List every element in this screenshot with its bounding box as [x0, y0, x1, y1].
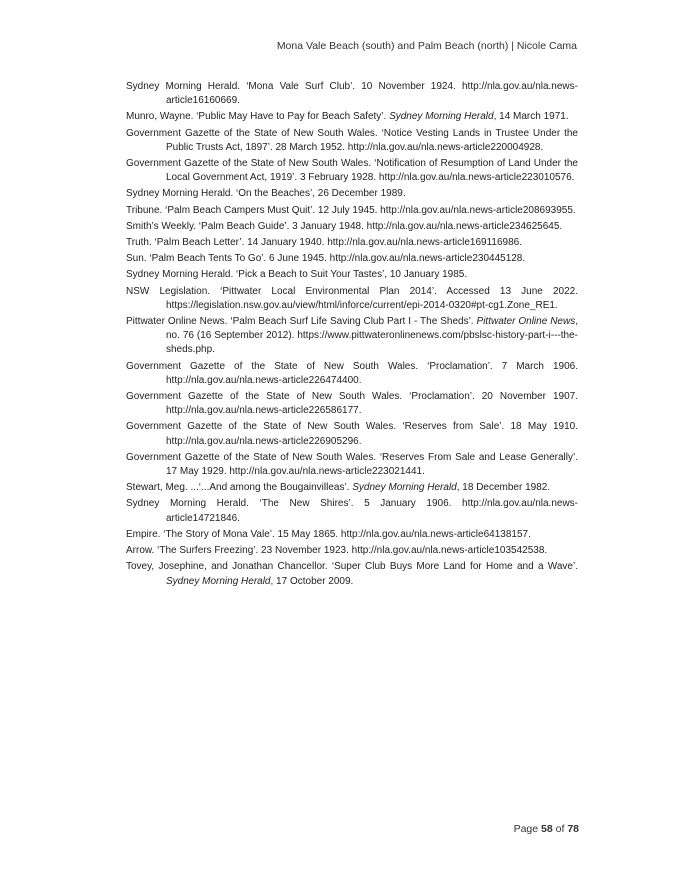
- reference-entry: Stewart, Meg. ...‘...And among the Bougainvilleas’. Sydney Morning Herald, 18 December 1982.: [126, 482, 551, 494]
- reference-entry: Sydney Morning Herald. ‘The New Shires’. 5 January 1906. http://nla.gov.au/nla.news-article14721846.: [126, 498, 578, 524]
- reference-entry: Empire. ‘The Story of Mona Vale’. 15 May 1865. http://nla.gov.au/nla.news-article64138157.: [126, 528, 531, 540]
- reference-entry: Arrow. ‘The Surfers Freezing’. 23 November 1923. http://nla.gov.au/nla.news-article103542538.: [126, 545, 548, 557]
- reference-entry: Sydney Morning Herald. ‘Pick a Beach to Suit Your Tastes’, 10 January 1985.: [126, 269, 468, 281]
- reference-entry: Tribune. ‘Palm Beach Campers Must Quit’. 12 July 1945. http://nla.gov.au/nla.news-article208693955.: [126, 204, 576, 216]
- reference-entry: Sun. ‘Palm Beach Tents To Go’. 6 June 1945. http://nla.gov.au/nla.news-article230445128.: [126, 253, 526, 265]
- reference-entry: Munro, Wayne. ‘Public May Have to Pay for Beach Safety’. Sydney Morning Herald, 14 March 1971.: [126, 111, 569, 123]
- reference-entry: Truth. ‘Palm Beach Letter’. 14 January 1940. http://nla.gov.au/nla.news-article169116986.: [126, 237, 522, 249]
- running-header: Mona Vale Beach (south) and Palm Beach (north) | Nicole Cama: [276, 40, 577, 52]
- reference-entry: Government Gazette of the State of New South Wales. ‘Proclamation’. 20 November 1907. http://nla.gov.au/nla.news-article226586177.: [126, 391, 578, 417]
- current-page: 58: [541, 823, 553, 835]
- reference-entry: Government Gazette of the State of New South Wales. ‘Proclamation’. 7 March 1906. http://nla.gov.au/nla.news-article226474400.: [126, 360, 578, 386]
- reference-entry: Government Gazette of the State of New South Wales. ‘Notification of Resumption of Land Under the Local Government Act, 1919’. 3 February 1928. http://nla.gov.au/nla.news-article223010576.: [126, 158, 578, 184]
- reference-entry: Sydney Morning Herald. ‘On the Beaches’, 26 December 1989.: [126, 188, 406, 200]
- reference-entry: Tovey, Josephine, and Jonathan Chancellor. ‘Super Club Buys More Land for Home and a Wave’. Sydney Morning Herald, 17 October 2009.: [126, 561, 578, 587]
- reference-entry: Sydney Morning Herald. ‘Mona Vale Surf Club’. 10 November 1924. http://nla.gov.au/nla.news-article16160669.: [126, 81, 578, 107]
- reference-entry: Government Gazette of the State of New South Wales. ‘Reserves from Sale’. 18 May 1910. http://nla.gov.au/nla.news-article226905296.: [126, 421, 578, 447]
- reference-entry: Government Gazette of the State of New South Wales. ‘Reserves From Sale and Lease Generally’. 17 May 1929. http://nla.gov.au/nla.news-article223021441.: [126, 451, 578, 478]
- reference-entry: Smith’s Weekly. ‘Palm Beach Guide’. 3 January 1948. http://nla.gov.au/nla.news-article234625645.: [126, 220, 563, 232]
- reference-list: [126, 80, 578, 591]
- page-number: Page 58 of 78: [513, 823, 579, 835]
- total-pages: 78: [567, 823, 579, 835]
- reference-entry: Government Gazette of the State of New South Wales. ‘Notice Vesting Lands in Trustee Under the Public Trusts Act, 1897’. 28 March 1952. http://nla.gov.au/nla.news-article220004928.: [126, 127, 578, 153]
- reference-entry: NSW Legislation. ‘Pittwater Local Environmental Plan 2014’. Accessed 13 June 2022. https://legislation.nsw.gov.au/view/html/inforce/current/epi-2014-0320#pt-cg1.Zone_RE1.: [126, 285, 578, 311]
- reference-entry: Pittwater Online News. ‘Palm Beach Surf Life Saving Club Part I - The Sheds’. Pittwater Online News, no. 76 (16 September 2012). https://www.pittwateronlinenews.com/pbslsc-history-part-i---the-sheds.php.: [126, 316, 578, 356]
